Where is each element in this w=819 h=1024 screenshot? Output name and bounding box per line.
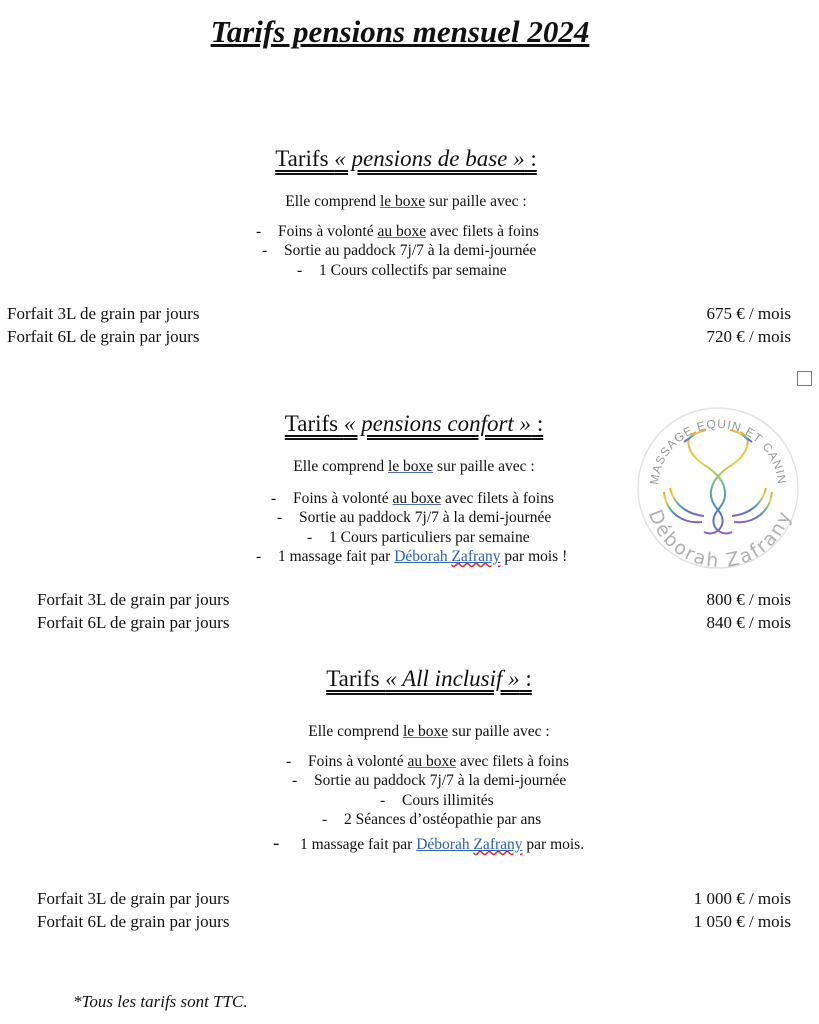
footer-note: *Tous les tarifs sont TTC.: [73, 992, 248, 1011]
price-value: 1 000 € / mois: [693, 889, 791, 908]
list-item: - Sortie au paddock 7j/7 à la demi-journée: [262, 242, 537, 259]
price-label: Forfait 6L de grain par jours: [37, 912, 230, 931]
boxe-link: le boxe: [402, 723, 449, 740]
section-title-confort: Tarifs « pensions confort » :: [284, 411, 544, 436]
list-item: - 1 massage fait par Déborah Zafrany par mois.: [273, 833, 585, 854]
price-value: 1 050 € / mois: [693, 912, 791, 931]
price-value: 675 € / mois: [706, 304, 791, 323]
list-item: - 1 Cours collectifs par semaine: [297, 262, 507, 279]
list-item: - Foins à volonté au boxe avec filets à foins: [256, 223, 539, 240]
svg-text:MASSAGE EQUIN ET CANIN: MASSAGE EQUIN ET CANIN: [646, 416, 790, 486]
list-item: - Sortie au paddock 7j/7 à la demi-journée: [292, 772, 567, 789]
price-value: 840 € / mois: [706, 613, 791, 632]
checkbox[interactable]: [797, 371, 812, 386]
section-title-base: Tarifs « pensions de base » :: [275, 146, 537, 171]
price-label: Forfait 6L de grain par jours: [37, 613, 230, 632]
list-item: - Foins à volonté au boxe avec filets à foins: [271, 490, 554, 507]
price-label: Forfait 3L de grain par jours: [37, 889, 230, 908]
deborah-zafrany-link[interactable]: Déborah Zafrany: [416, 836, 523, 853]
list-item: - Foins à volonté au boxe avec filets à foins: [286, 753, 569, 770]
section-intro: Elle comprend le boxe sur paille avec :: [308, 723, 550, 740]
deborah-zafrany-link[interactable]: Déborah Zafrany: [394, 548, 501, 565]
list-item: - 1 massage fait par Déborah Zafrany par mois !: [256, 548, 568, 565]
section-intro: Elle comprend le boxe sur paille avec :: [285, 193, 527, 210]
page-title: Tarifs pensions mensuel 2024: [210, 14, 590, 49]
boxe-link: le boxe: [387, 458, 434, 475]
svg-text:Déborah Zafrany: Déborah Zafrany: [643, 506, 797, 573]
list-item: - Sortie au paddock 7j/7 à la demi-journée: [277, 509, 552, 526]
price-label: Forfait 3L de grain par jours: [37, 590, 230, 609]
price-value: 800 € / mois: [706, 590, 791, 609]
section-title-all-inclusif: Tarifs « All inclusif » :: [326, 666, 532, 691]
price-value: 720 € / mois: [706, 327, 791, 346]
section-intro: Elle comprend le boxe sur paille avec :: [293, 458, 535, 475]
list-item: - 2 Séances d’ostéopathie par ans: [322, 811, 542, 828]
boxe-link: le boxe: [379, 193, 426, 210]
deborah-zafrany-logo: [636, 392, 800, 576]
list-item: - 1 Cours particuliers par semaine: [307, 529, 530, 546]
price-label: Forfait 3L de grain par jours: [7, 304, 200, 323]
list-item: - Cours illimités: [380, 792, 494, 809]
price-label: Forfait 6L de grain par jours: [7, 327, 200, 346]
